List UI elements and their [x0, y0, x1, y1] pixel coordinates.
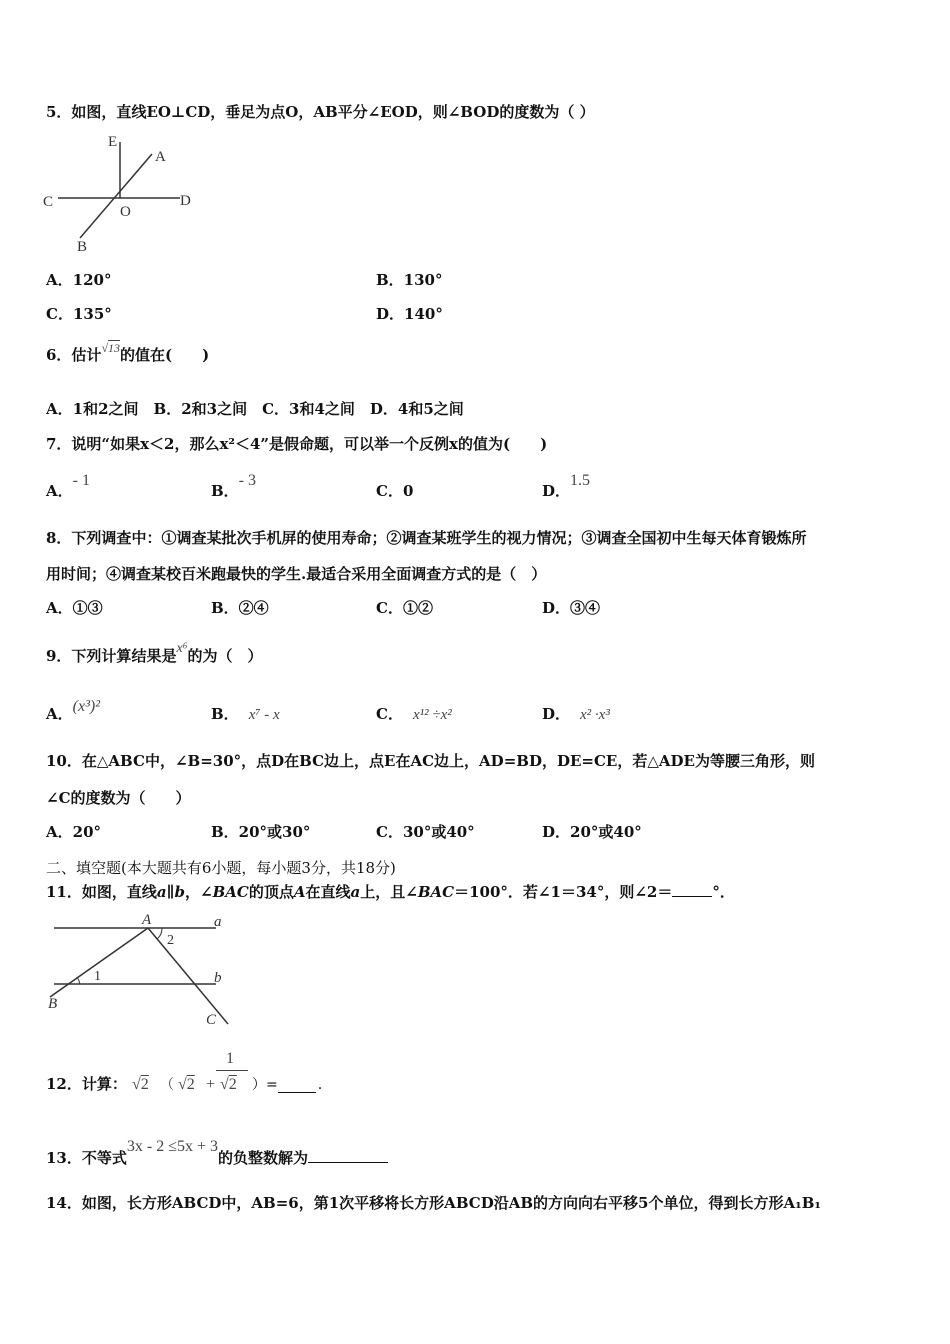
- q9-option-a-label: A．: [46, 705, 73, 723]
- q12-sqrt2-a: √2: [132, 1076, 149, 1093]
- q9-option-d-value: x² ·x³: [580, 707, 610, 723]
- q5-option-a: A．120°: [46, 271, 112, 289]
- q11-figure: [40, 908, 240, 1033]
- line-ab: [80, 154, 152, 238]
- q10-option-a: A．20°: [46, 823, 102, 841]
- q11-stem: [46, 882, 735, 902]
- q11-stem-mid2: 的顶点: [248, 883, 294, 901]
- q7-option-d-value: 1.5: [570, 472, 591, 489]
- q12-sqrt2-c: √2: [220, 1076, 237, 1093]
- q9-option-c: [376, 704, 452, 725]
- q5-option-b: B．130°: [376, 271, 443, 289]
- q9-option-d-label: D．: [542, 705, 571, 723]
- q6-sqrt: √13: [101, 341, 121, 355]
- q9-stem-math: x⁶: [176, 641, 188, 656]
- q8-stem-line2: 用时间；④调查某校百米跑最快的学生.最适合采用全面调查方式的是（ ）: [46, 565, 547, 583]
- q12-end: .: [318, 1076, 322, 1093]
- q12-plus: +: [206, 1076, 216, 1093]
- label-b-point: B: [48, 996, 58, 1012]
- angle-2-arc: [157, 928, 162, 939]
- q9-option-b-label: B．: [211, 705, 239, 723]
- q9-option-b: [211, 704, 280, 725]
- label-angle-1: 1: [94, 969, 101, 984]
- q10-stem-line2: ∠C的度数为（ ）: [46, 789, 191, 807]
- q9-stem: [46, 641, 263, 668]
- q12-paren-close: ）=: [252, 1077, 278, 1093]
- q12-sqrt2-c-radicand: 2: [228, 1076, 237, 1093]
- label-c: C: [43, 194, 54, 210]
- q7-option-a: [46, 472, 90, 502]
- section-2-heading: 二、填空题(本大题共有6小题，每小题3分，共18分): [46, 859, 396, 877]
- q5-stem: 5．如图，直线EO⊥CD，垂足为点O，AB平分∠EOD，则∠BOD的度数为（ ）: [46, 103, 595, 121]
- q6-stem-post: 的值在( ): [120, 346, 210, 364]
- q9-option-c-value: x¹² ÷x²: [412, 707, 452, 723]
- q9-stem-pre: 9．下列计算结果是: [46, 647, 177, 665]
- label-line-b: b: [214, 970, 222, 986]
- q11-stem-mid3: 在直线: [305, 883, 351, 901]
- q7-option-d: [542, 472, 591, 502]
- q11-stem-mid4: 上，且∠: [360, 883, 418, 901]
- q7-option-b-label: B．: [211, 482, 239, 500]
- q11-stem-mid5: ＝100°．若∠1＝34°，则∠2＝: [454, 883, 673, 901]
- q5-figure: [40, 130, 210, 255]
- q7-stem: 7．说明“如果x＜2，那么x²＜4”是假命题，可以举一个反例x的值为( ): [46, 435, 548, 453]
- q6-stem-pre: 6．估计: [46, 346, 102, 364]
- q10-option-d: D．20°或40°: [542, 823, 642, 841]
- q13-answer-blank[interactable]: [308, 1148, 388, 1163]
- q8-option-b: B．②④: [211, 599, 269, 617]
- label-o: O: [120, 204, 131, 220]
- q10-option-c: C．30°或40°: [376, 823, 475, 841]
- q13-inequality: 3x - 2 ≤5x + 3: [126, 1138, 219, 1155]
- q5-option-d: D．140°: [376, 305, 443, 323]
- label-c-point: C: [206, 1012, 217, 1028]
- q7-option-b: [211, 472, 257, 502]
- q9-stem-post: 的为（ ）: [187, 647, 263, 665]
- q10-stem-line1: 10．在△ABC中，∠B=30°，点D在BC边上，点E在AC边上，AD=BD，DE=CE，若△ADE为等腰三角形，则: [46, 752, 815, 770]
- q12-sqrt2-a-radicand: 2: [140, 1076, 149, 1093]
- q12-frac-bar: [216, 1070, 248, 1071]
- q9-option-c-label: C．: [376, 705, 403, 723]
- q6-radicand: 13: [108, 341, 121, 355]
- q9-option-a: [46, 698, 100, 725]
- q11-line-a: a: [350, 883, 361, 901]
- q14-stem: [46, 1193, 821, 1213]
- label-a: A: [155, 149, 166, 165]
- q9-option-b-value: x⁷ - x: [248, 707, 280, 723]
- q9-option-d: [542, 704, 610, 725]
- q8-option-c: C．①②: [376, 599, 433, 617]
- angle-1-arc: [77, 977, 80, 984]
- q7-option-a-label: A．: [46, 482, 73, 500]
- q12-sqrt2-b-radicand: 2: [186, 1076, 195, 1093]
- q13-stem-post: 的负整数解为: [218, 1149, 309, 1167]
- q11-stem-mid1: ，∠: [185, 883, 213, 901]
- q9-option-a-value: (x³)²: [72, 698, 100, 715]
- q8-stem-line1: 8．下列调查中：①调查某批次手机屏的使用寿命；②调查某班学生的视力情况；③调查全国初中生每天体育锻炼所: [46, 529, 807, 547]
- label-line-a: a: [214, 914, 222, 930]
- q7-option-c: C．0: [376, 482, 414, 500]
- q11-stem-post: °．: [712, 883, 735, 901]
- q8-option-d: D．③④: [542, 599, 601, 617]
- label-b: B: [77, 239, 88, 255]
- q13-stem-pre: 13．不等式: [46, 1149, 127, 1167]
- q12-stem: 12．计算：: [46, 1075, 127, 1093]
- label-a-point: A: [142, 912, 152, 928]
- label-angle-2: 2: [167, 933, 174, 948]
- q7-option-d-label: D．: [542, 482, 571, 500]
- q7-option-a-value: - 1: [72, 472, 90, 489]
- q11-bac2: BAC: [417, 883, 455, 901]
- q11-answer-blank[interactable]: [672, 882, 712, 897]
- q13-stem: [46, 1138, 388, 1169]
- q11-stem-pre: 11．如图，直线: [46, 883, 157, 901]
- q12-answer-blank[interactable]: [278, 1078, 316, 1093]
- q11-point-a: A: [293, 883, 306, 901]
- q12-numerator: 1: [226, 1050, 234, 1067]
- q12-expression: [132, 1048, 332, 1098]
- q5-option-c: C．135°: [46, 305, 112, 323]
- q12-paren-open: （: [160, 1078, 174, 1093]
- q11-bac: BAC: [212, 883, 249, 901]
- label-d: D: [180, 193, 191, 209]
- segment-ab: [50, 928, 148, 997]
- q11-ab: a∥b: [156, 883, 186, 901]
- q7-option-b-value: - 3: [238, 472, 257, 489]
- q12-sqrt2-b: √2: [178, 1076, 195, 1093]
- q14-stem-tail: A₁B₁: [783, 1194, 821, 1212]
- q6-options: A．1和2之间 B．2和3之间 C．3和4之间 D．4和5之间: [46, 400, 464, 418]
- q14-stem-text: 14．如图，长方形ABCD中，AB=6，第1次平移将长方形ABCD沿AB的方向向右平移5个单位，得到长方形: [46, 1194, 784, 1212]
- label-e: E: [108, 134, 118, 150]
- q10-option-b: B．20°或30°: [211, 823, 311, 841]
- q6-stem: [46, 341, 210, 366]
- q8-option-a: A．①③: [46, 599, 103, 617]
